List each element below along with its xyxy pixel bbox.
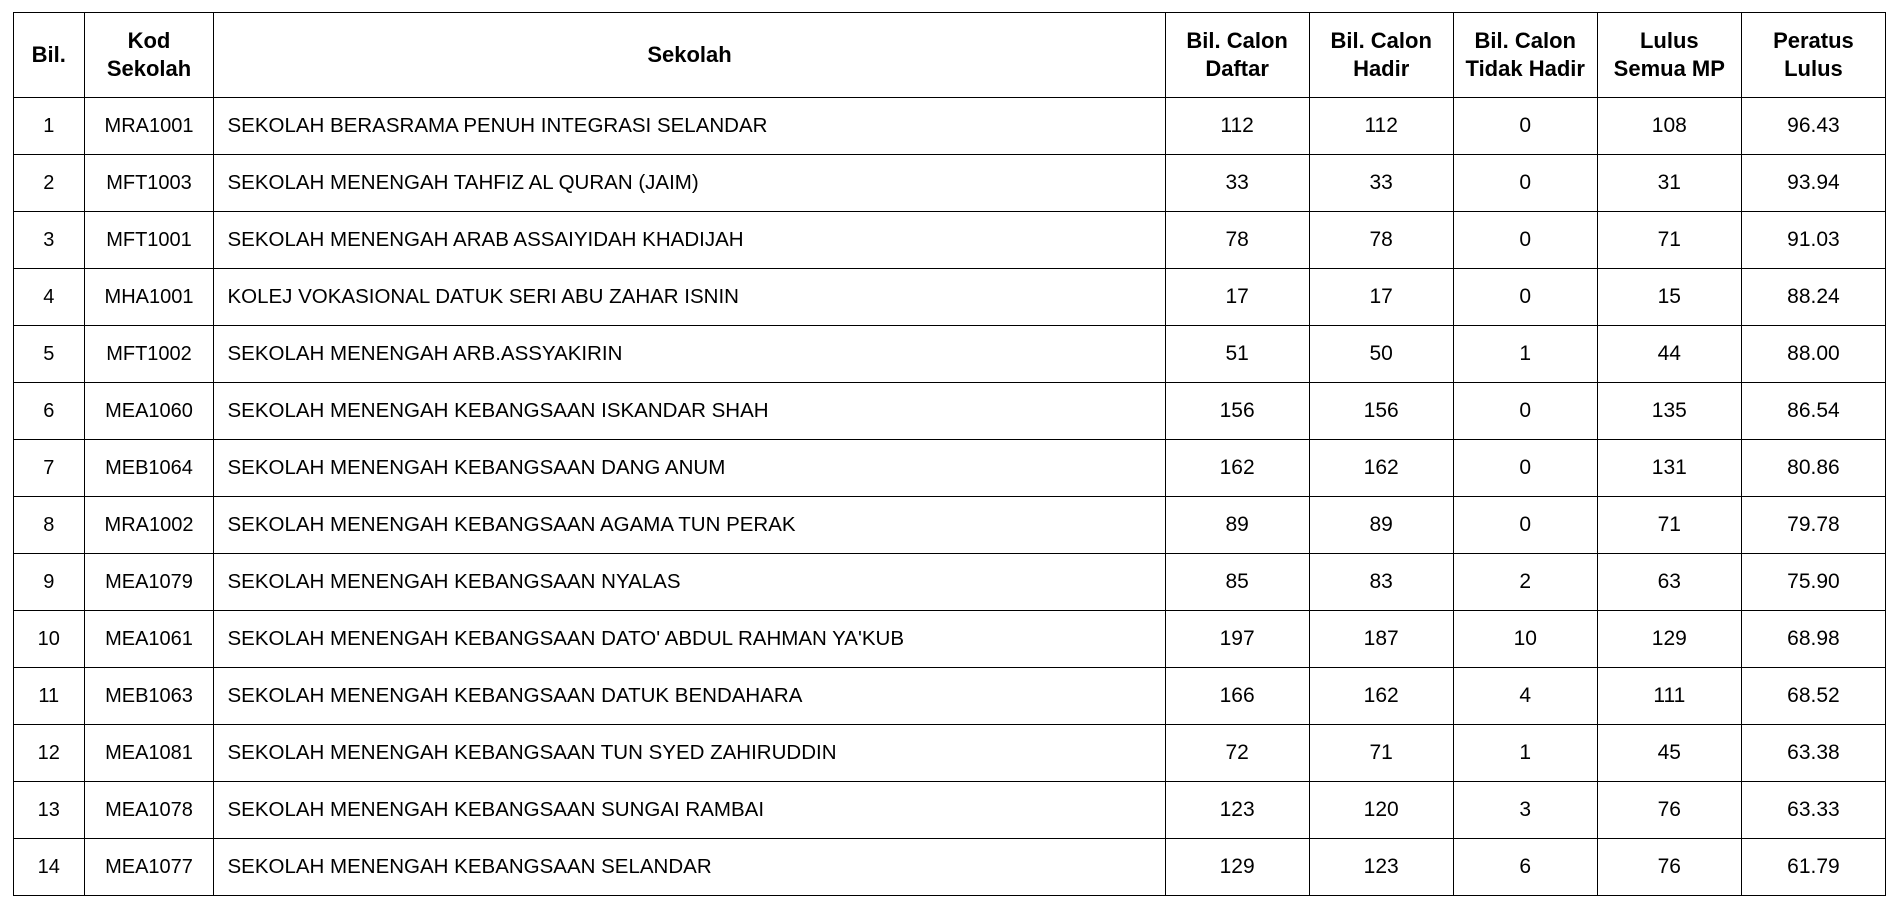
cell-kod-sekolah: MRA1001 [84, 98, 214, 155]
header-kod-sekolah: Kod Sekolah [84, 13, 214, 98]
cell-sekolah: SEKOLAH BERASRAMA PENUH INTEGRASI SELANDAR [214, 98, 1165, 155]
cell-bil-calon-tidak-hadir: 0 [1453, 98, 1597, 155]
cell-bil-calon-daftar: 197 [1165, 611, 1309, 668]
cell-bil-calon-daftar: 17 [1165, 269, 1309, 326]
cell-bil: 4 [14, 269, 85, 326]
cell-bil-calon-hadir: 162 [1309, 668, 1453, 725]
cell-bil-calon-hadir: 78 [1309, 212, 1453, 269]
cell-bil: 10 [14, 611, 85, 668]
cell-bil-calon-daftar: 72 [1165, 725, 1309, 782]
cell-bil-calon-hadir: 112 [1309, 98, 1453, 155]
cell-kod-sekolah: MEA1077 [84, 839, 214, 896]
cell-bil-calon-daftar: 156 [1165, 383, 1309, 440]
cell-lulus-semua-mp: 131 [1597, 440, 1741, 497]
cell-lulus-semua-mp: 63 [1597, 554, 1741, 611]
cell-bil-calon-tidak-hadir: 10 [1453, 611, 1597, 668]
cell-bil: 11 [14, 668, 85, 725]
header-bil: Bil. [14, 13, 85, 98]
cell-lulus-semua-mp: 76 [1597, 839, 1741, 896]
cell-bil: 9 [14, 554, 85, 611]
cell-bil-calon-hadir: 123 [1309, 839, 1453, 896]
cell-bil: 3 [14, 212, 85, 269]
header-lulus-semua-mp: Lulus Semua MP [1597, 13, 1741, 98]
cell-bil-calon-daftar: 89 [1165, 497, 1309, 554]
results-table [13, 12, 1886, 896]
cell-bil-calon-daftar: 166 [1165, 668, 1309, 725]
cell-bil-calon-tidak-hadir: 1 [1453, 326, 1597, 383]
table-row [14, 725, 1886, 782]
cell-peratus-lulus: 91.03 [1741, 212, 1885, 269]
header-bil-calon-hadir: Bil. Calon Hadir [1309, 13, 1453, 98]
cell-bil-calon-hadir: 50 [1309, 326, 1453, 383]
cell-bil-calon-tidak-hadir: 0 [1453, 383, 1597, 440]
table-body [14, 98, 1886, 896]
cell-lulus-semua-mp: 135 [1597, 383, 1741, 440]
cell-bil: 5 [14, 326, 85, 383]
cell-sekolah: SEKOLAH MENENGAH KEBANGSAAN SUNGAI RAMBAI [214, 782, 1165, 839]
table-row [14, 98, 1886, 155]
cell-sekolah: SEKOLAH MENENGAH KEBANGSAAN ISKANDAR SHAH [214, 383, 1165, 440]
cell-bil: 7 [14, 440, 85, 497]
cell-kod-sekolah: MFT1003 [84, 155, 214, 212]
cell-sekolah: SEKOLAH MENENGAH KEBANGSAAN TUN SYED ZAHIRUDDIN [214, 725, 1165, 782]
cell-bil-calon-daftar: 78 [1165, 212, 1309, 269]
table-row [14, 554, 1886, 611]
cell-bil-calon-daftar: 123 [1165, 782, 1309, 839]
cell-bil-calon-hadir: 17 [1309, 269, 1453, 326]
table-row [14, 269, 1886, 326]
cell-sekolah: SEKOLAH MENENGAH TAHFIZ AL QURAN (JAIM) [214, 155, 1165, 212]
cell-peratus-lulus: 93.94 [1741, 155, 1885, 212]
cell-peratus-lulus: 68.98 [1741, 611, 1885, 668]
header-sekolah: Sekolah [214, 13, 1165, 98]
cell-bil-calon-hadir: 162 [1309, 440, 1453, 497]
cell-bil-calon-tidak-hadir: 3 [1453, 782, 1597, 839]
cell-bil-calon-hadir: 33 [1309, 155, 1453, 212]
cell-sekolah: SEKOLAH MENENGAH ARAB ASSAIYIDAH KHADIJAH [214, 212, 1165, 269]
cell-bil-calon-tidak-hadir: 4 [1453, 668, 1597, 725]
cell-kod-sekolah: MEA1078 [84, 782, 214, 839]
cell-bil-calon-tidak-hadir: 0 [1453, 212, 1597, 269]
cell-bil-calon-daftar: 33 [1165, 155, 1309, 212]
header-row [14, 13, 1886, 98]
cell-peratus-lulus: 79.78 [1741, 497, 1885, 554]
cell-peratus-lulus: 61.79 [1741, 839, 1885, 896]
cell-kod-sekolah: MEA1060 [84, 383, 214, 440]
cell-bil-calon-tidak-hadir: 0 [1453, 155, 1597, 212]
cell-kod-sekolah: MHA1001 [84, 269, 214, 326]
cell-bil-calon-daftar: 51 [1165, 326, 1309, 383]
cell-peratus-lulus: 86.54 [1741, 383, 1885, 440]
cell-peratus-lulus: 63.38 [1741, 725, 1885, 782]
cell-bil-calon-daftar: 129 [1165, 839, 1309, 896]
cell-peratus-lulus: 80.86 [1741, 440, 1885, 497]
cell-lulus-semua-mp: 111 [1597, 668, 1741, 725]
cell-lulus-semua-mp: 71 [1597, 497, 1741, 554]
cell-peratus-lulus: 96.43 [1741, 98, 1885, 155]
cell-sekolah: SEKOLAH MENENGAH KEBANGSAAN DATUK BENDAHARA [214, 668, 1165, 725]
cell-bil-calon-tidak-hadir: 2 [1453, 554, 1597, 611]
cell-lulus-semua-mp: 44 [1597, 326, 1741, 383]
cell-sekolah: KOLEJ VOKASIONAL DATUK SERI ABU ZAHAR ISNIN [214, 269, 1165, 326]
cell-bil-calon-daftar: 162 [1165, 440, 1309, 497]
cell-sekolah: SEKOLAH MENENGAH ARB.ASSYAKIRIN [214, 326, 1165, 383]
cell-kod-sekolah: MEB1063 [84, 668, 214, 725]
cell-lulus-semua-mp: 71 [1597, 212, 1741, 269]
cell-bil-calon-hadir: 120 [1309, 782, 1453, 839]
table-row [14, 782, 1886, 839]
cell-bil-calon-tidak-hadir: 6 [1453, 839, 1597, 896]
table-row [14, 212, 1886, 269]
cell-peratus-lulus: 75.90 [1741, 554, 1885, 611]
header-bil-calon-tidak-hadir: Bil. Calon Tidak Hadir [1453, 13, 1597, 98]
cell-bil-calon-tidak-hadir: 0 [1453, 497, 1597, 554]
table-row [14, 668, 1886, 725]
cell-kod-sekolah: MRA1002 [84, 497, 214, 554]
cell-peratus-lulus: 63.33 [1741, 782, 1885, 839]
cell-lulus-semua-mp: 108 [1597, 98, 1741, 155]
cell-bil: 6 [14, 383, 85, 440]
cell-kod-sekolah: MEA1081 [84, 725, 214, 782]
cell-bil: 12 [14, 725, 85, 782]
cell-bil: 13 [14, 782, 85, 839]
cell-bil-calon-hadir: 89 [1309, 497, 1453, 554]
cell-sekolah: SEKOLAH MENENGAH KEBANGSAAN DATO' ABDUL RAHMAN YA'KUB [214, 611, 1165, 668]
table-row [14, 497, 1886, 554]
cell-bil-calon-tidak-hadir: 1 [1453, 725, 1597, 782]
header-bil-calon-daftar: Bil. Calon Daftar [1165, 13, 1309, 98]
cell-bil-calon-hadir: 187 [1309, 611, 1453, 668]
cell-bil: 1 [14, 98, 85, 155]
cell-bil-calon-hadir: 156 [1309, 383, 1453, 440]
cell-sekolah: SEKOLAH MENENGAH KEBANGSAAN SELANDAR [214, 839, 1165, 896]
cell-bil-calon-tidak-hadir: 0 [1453, 269, 1597, 326]
cell-kod-sekolah: MFT1002 [84, 326, 214, 383]
cell-bil: 8 [14, 497, 85, 554]
cell-bil-calon-hadir: 83 [1309, 554, 1453, 611]
cell-lulus-semua-mp: 129 [1597, 611, 1741, 668]
cell-kod-sekolah: MEA1079 [84, 554, 214, 611]
table-row [14, 611, 1886, 668]
cell-bil-calon-tidak-hadir: 0 [1453, 440, 1597, 497]
table-row [14, 326, 1886, 383]
cell-bil: 2 [14, 155, 85, 212]
table-row [14, 155, 1886, 212]
cell-kod-sekolah: MEA1061 [84, 611, 214, 668]
table-row [14, 839, 1886, 896]
cell-lulus-semua-mp: 45 [1597, 725, 1741, 782]
cell-sekolah: SEKOLAH MENENGAH KEBANGSAAN NYALAS [214, 554, 1165, 611]
cell-bil-calon-hadir: 71 [1309, 725, 1453, 782]
cell-kod-sekolah: MEB1064 [84, 440, 214, 497]
cell-peratus-lulus: 88.00 [1741, 326, 1885, 383]
cell-peratus-lulus: 68.52 [1741, 668, 1885, 725]
table-row [14, 383, 1886, 440]
cell-sekolah: SEKOLAH MENENGAH KEBANGSAAN AGAMA TUN PERAK [214, 497, 1165, 554]
cell-bil: 14 [14, 839, 85, 896]
table-row [14, 440, 1886, 497]
cell-sekolah: SEKOLAH MENENGAH KEBANGSAAN DANG ANUM [214, 440, 1165, 497]
cell-lulus-semua-mp: 76 [1597, 782, 1741, 839]
cell-lulus-semua-mp: 31 [1597, 155, 1741, 212]
header-peratus-lulus: Peratus Lulus [1741, 13, 1885, 98]
cell-kod-sekolah: MFT1001 [84, 212, 214, 269]
cell-bil-calon-daftar: 85 [1165, 554, 1309, 611]
cell-peratus-lulus: 88.24 [1741, 269, 1885, 326]
cell-bil-calon-daftar: 112 [1165, 98, 1309, 155]
cell-lulus-semua-mp: 15 [1597, 269, 1741, 326]
